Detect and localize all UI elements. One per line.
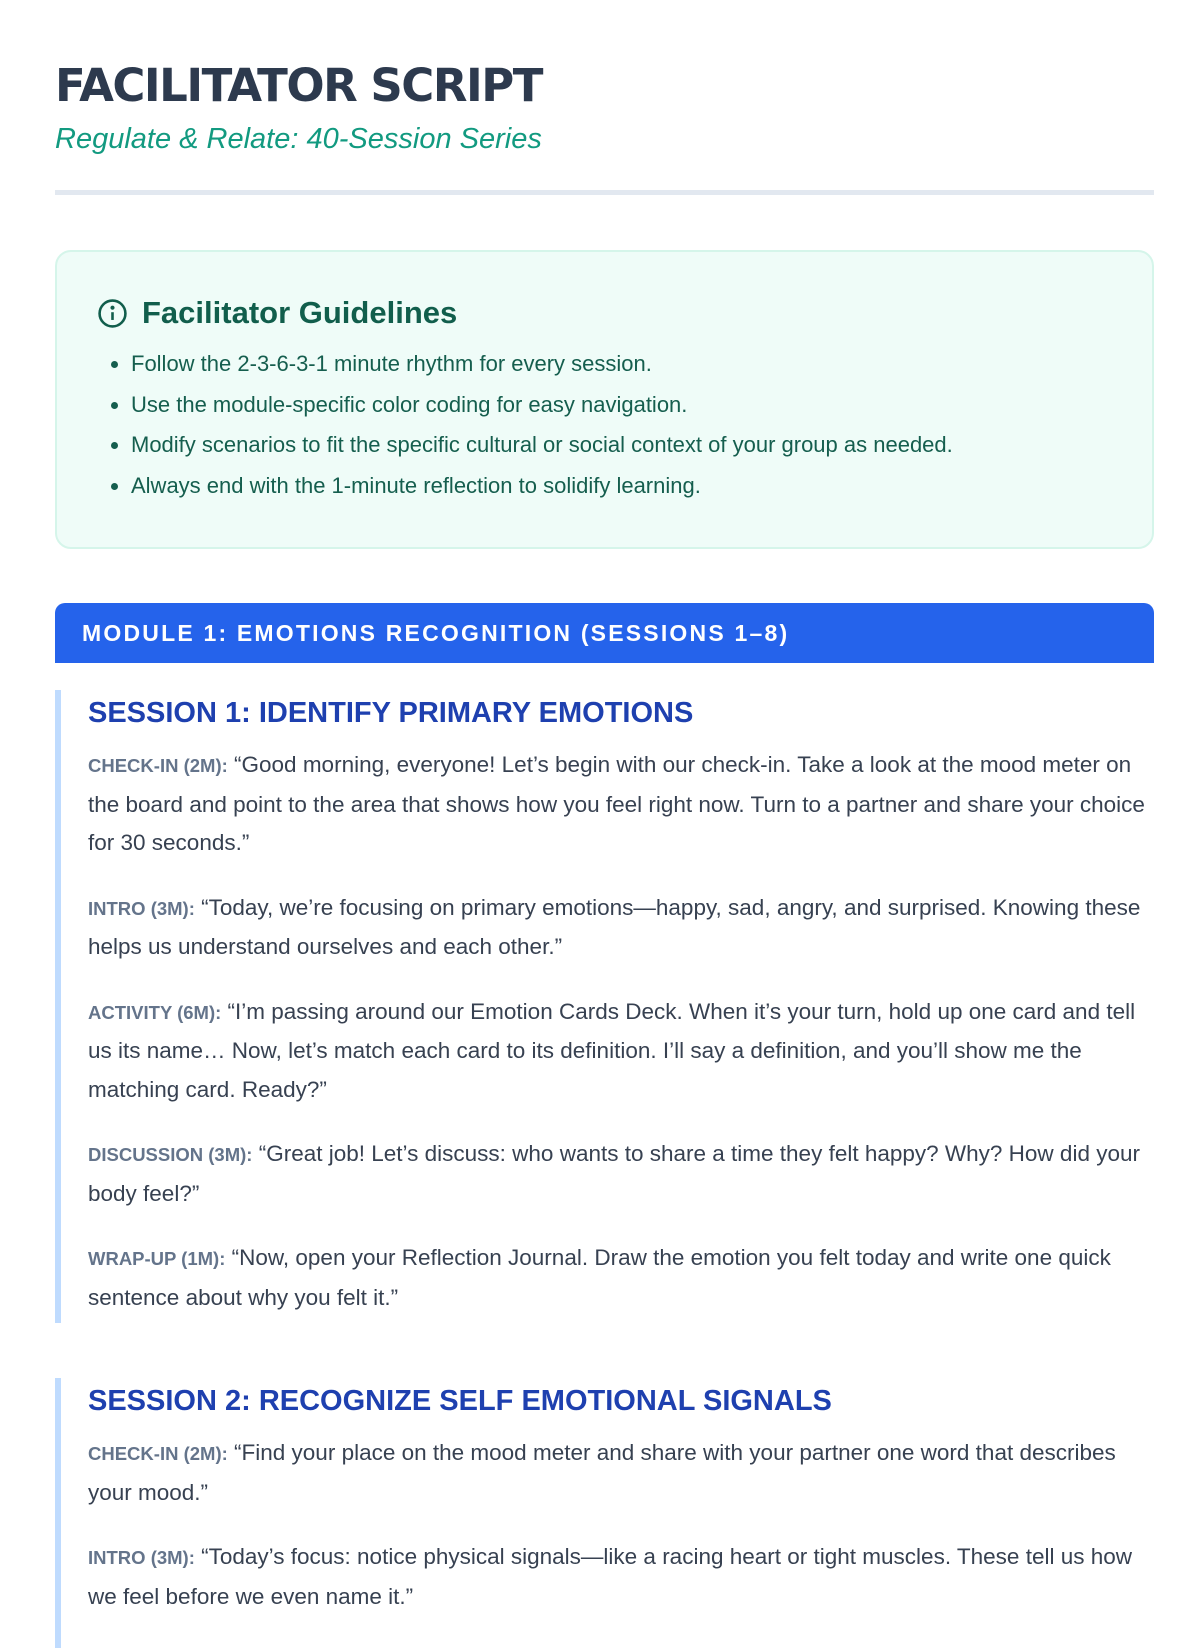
- session-step: [88, 1434, 1154, 1512]
- step-text: “Now, open your Reflection Journal. Draw the emotion you felt today and write one quick sentence about why you felt it.”: [88, 1245, 1111, 1310]
- page-subtitle: Regulate & Relate: 40-Session Series: [55, 123, 542, 155]
- guidelines-title: Facilitator Guidelines: [142, 295, 458, 330]
- step-label: ACTIVITY (6M):: [88, 1001, 222, 1023]
- step-text: “Find your place on the mood meter and share with your partner one word that describes your mood.”: [88, 1440, 1116, 1505]
- step-label: INTRO (3M):: [88, 897, 195, 919]
- guideline-item: • Modify scenarios to fit the specific cultural or social context of your group as needed.: [131, 425, 1112, 466]
- module-header: MODULE 1: EMOTIONS RECOGNITION (SESSIONS 1–8): [55, 603, 1154, 663]
- step-text: “Today, we’re focusing on primary emotions—happy, sad, angry, and surprised. Knowing these helps us understand ourselves and each other.”: [88, 894, 1141, 959]
- session-2: [55, 1378, 1154, 1648]
- guidelines-list: [97, 344, 1112, 506]
- step-label: INTRO (3M):: [88, 1547, 195, 1568]
- step-label: CHECK-IN (2M):: [88, 1443, 228, 1464]
- step-text: “Great job! Let’s discuss: who wants to share a time they felt happy? Why? How did your body feel?”: [88, 1141, 1140, 1206]
- step-label: WRAP-UP (1M):: [88, 1248, 226, 1269]
- session-step: [88, 746, 1154, 863]
- guidelines-box: [55, 250, 1154, 549]
- info-circle-icon: [97, 298, 128, 329]
- guideline-item: • Use the module-specific color coding for easy navigation.: [131, 385, 1112, 426]
- session-title: SESSION 2: RECOGNIZE SELF EMOTIONAL SIGNALS: [88, 1385, 832, 1417]
- session-step: [88, 889, 1154, 967]
- session-step: [88, 1538, 1154, 1616]
- session-step: [88, 1135, 1154, 1213]
- step-label: CHECK-IN (2M):: [88, 755, 228, 776]
- session-step: [88, 1239, 1154, 1317]
- session-step: [88, 993, 1154, 1110]
- session-1: [55, 690, 1154, 1323]
- page-title: FACILITATOR SCRIPT: [55, 59, 542, 112]
- guidelines-heading: [97, 292, 1112, 334]
- divider: [55, 190, 1154, 195]
- session-title: SESSION 1: IDENTIFY PRIMARY EMOTIONS: [88, 697, 694, 729]
- guideline-item: • Always end with the 1-minute reflection to solidify learning.: [131, 466, 1112, 507]
- guideline-item: • Follow the 2-3-6-3-1 minute rhythm for every session.: [131, 344, 1112, 385]
- step-text: “I’m passing around our Emotion Cards Deck. When it’s your turn, hold up one card and tell us its name… Now, let’s match each card to its definition. I’ll say a definition, and you’ll show me the matching card. Ready?”: [88, 998, 1136, 1102]
- step-label: DISCUSSION (3M):: [88, 1144, 253, 1165]
- step-text: “Today’s focus: notice physical signals—like a racing heart or tight muscles. These tell us how we feel before we even name it.”: [88, 1544, 1133, 1609]
- step-text: “Good morning, everyone! Let’s begin with our check-in. Take a look at the mood meter on the board and point to the area that shows how you feel right now. Turn to a partner and share your choice for 30 seconds.”: [88, 752, 1145, 855]
